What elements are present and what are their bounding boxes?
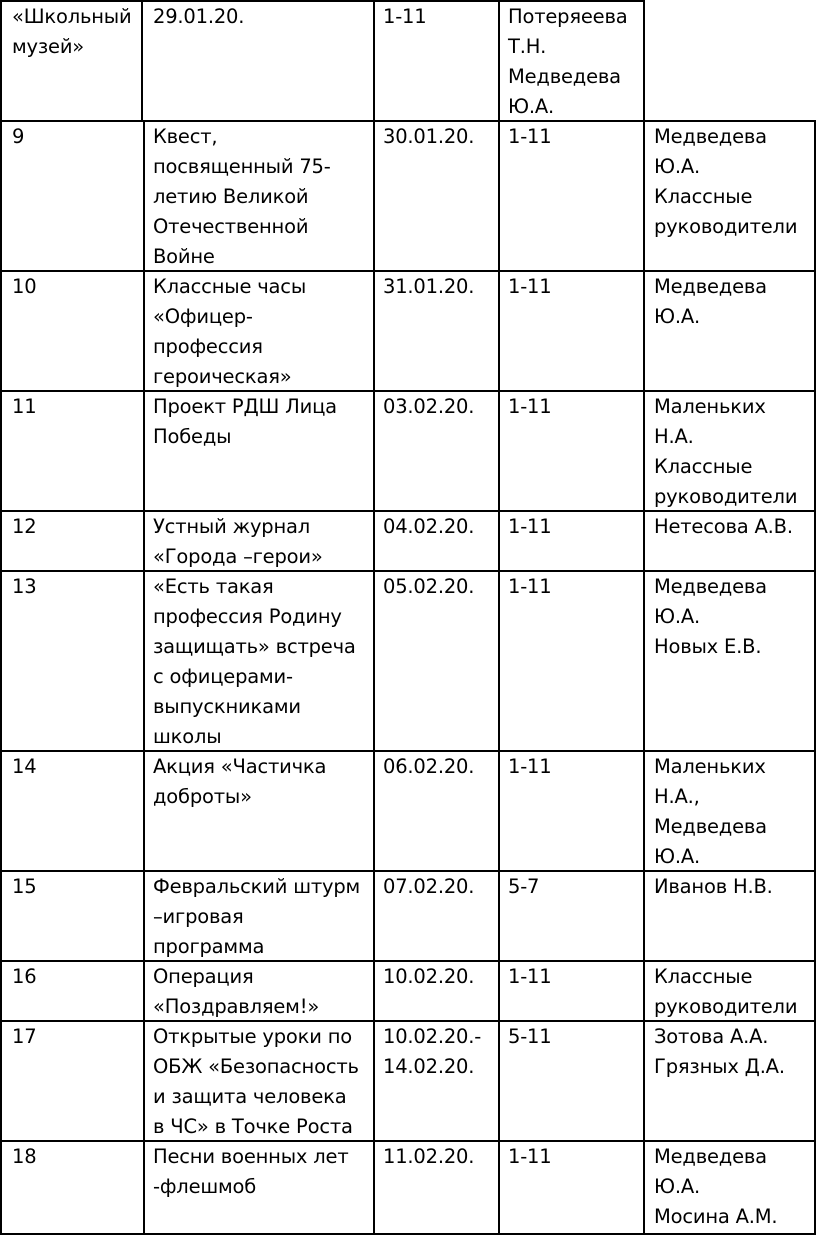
cell-number: 18 [12, 1145, 37, 1168]
cell-number: 13 [12, 575, 37, 598]
table-border-line [0, 270, 816, 272]
table-border-line [373, 0, 375, 121]
cell-date: 04.02.20. [383, 515, 475, 538]
cell-number: 14 [12, 755, 37, 778]
cell-event: Проект РДШ Лица Победы [153, 395, 337, 448]
cell-event: Песни военных лет -флешмоб [153, 1145, 349, 1198]
cell-responsible: Маленьких Н.А. Классные руководители [654, 395, 798, 508]
table-border-line [0, 1020, 816, 1022]
table-border-line [0, 570, 816, 572]
table-border-line [0, 120, 2, 1235]
cell-event: Классные часы «Офицер- профессия героическая» [153, 275, 307, 388]
cell-date: 11.02.20. [383, 1145, 475, 1168]
cell-date: 10.02.20. [383, 965, 475, 988]
cell-grades: 1-11 [508, 395, 552, 418]
cell-responsible: Классные руководители [654, 965, 798, 1018]
cell-grades: 1-11 [383, 5, 427, 28]
table-border-line [498, 0, 500, 121]
table-border-line [814, 120, 816, 1235]
cell-number: 17 [12, 1025, 37, 1048]
cell-event: Февральский штурм –игровая программа [153, 875, 361, 958]
cell-event: «Есть такая профессия Родину защищать» встреча с офицерами- выпускниками школы [153, 575, 356, 748]
cell-event: «Школьный музей» [12, 5, 132, 58]
cell-number: 9 [12, 125, 25, 148]
cell-number: 15 [12, 875, 37, 898]
cell-event: Операция «Поздравляем!» [153, 965, 320, 1018]
table-border-line [0, 0, 645, 2]
cell-grades: 5-11 [508, 1025, 552, 1048]
cell-grades: 1-11 [508, 125, 552, 148]
cell-date: 06.02.20. [383, 755, 475, 778]
cell-number: 16 [12, 965, 37, 988]
cell-grades: 1-11 [508, 965, 552, 988]
table-border-line [643, 120, 645, 1235]
cell-responsible: Нетесова А.В. [654, 515, 793, 538]
cell-number: 11 [12, 395, 37, 418]
cell-responsible: Зотова А.А. Грязных Д.А. [654, 1025, 785, 1078]
table-border-line [643, 0, 645, 121]
cell-date: 03.02.20. [383, 395, 475, 418]
table-border-line [0, 120, 816, 122]
cell-date: 29.01.20. [153, 5, 245, 28]
table-border-line [0, 1233, 816, 1235]
table-border-line [0, 0, 2, 121]
cell-responsible: Иванов Н.В. [654, 875, 773, 898]
cell-grades: 1-11 [508, 1145, 552, 1168]
cell-event: Открытые уроки по ОБЖ «Безопасность и защита человека в ЧС» в Точке Роста [153, 1025, 359, 1138]
cell-date: 07.02.20. [383, 875, 475, 898]
cell-event: Устный журнал «Города –герои» [153, 515, 323, 568]
table-border-line [0, 960, 816, 962]
cell-date: 05.02.20. [383, 575, 475, 598]
table-border-line [0, 750, 816, 752]
cell-event: Акция «Частичка доброты» [153, 755, 327, 808]
cell-responsible: Медведева Ю.А. Новых Е.В. [654, 575, 767, 658]
table-border-line [0, 870, 816, 872]
cell-responsible: Потеряеева Т.Н. Медведева Ю.А. [508, 5, 628, 118]
cell-grades: 1-11 [508, 275, 552, 298]
cell-number: 10 [12, 275, 37, 298]
cell-responsible: Маленьких Н.А., Медведева Ю.А. [654, 755, 767, 868]
table-border-line [0, 390, 816, 392]
table-border-line [373, 120, 375, 1235]
cell-responsible: Медведева Ю.А. Мосина А.М. [654, 1145, 778, 1228]
table-border-line [143, 120, 145, 1235]
cell-date: 30.01.20. [383, 125, 475, 148]
table-border-line [0, 1140, 816, 1142]
cell-grades: 5-7 [508, 875, 540, 898]
cell-date: 31.01.20. [383, 275, 475, 298]
table-border-line [0, 510, 816, 512]
cell-event: Квест, посвященный 75- летию Великой Отечественной Войне [153, 125, 331, 268]
table-border-line [498, 120, 500, 1235]
cell-grades: 1-11 [508, 575, 552, 598]
cell-grades: 1-11 [508, 755, 552, 778]
cell-grades: 1-11 [508, 515, 552, 538]
cell-number: 12 [12, 515, 37, 538]
cell-responsible: Медведева Ю.А. Классные руководители [654, 125, 798, 238]
cell-responsible: Медведева Ю.А. [654, 275, 767, 328]
table-border-line [141, 0, 143, 121]
cell-date: 10.02.20.- 14.02.20. [383, 1025, 482, 1078]
